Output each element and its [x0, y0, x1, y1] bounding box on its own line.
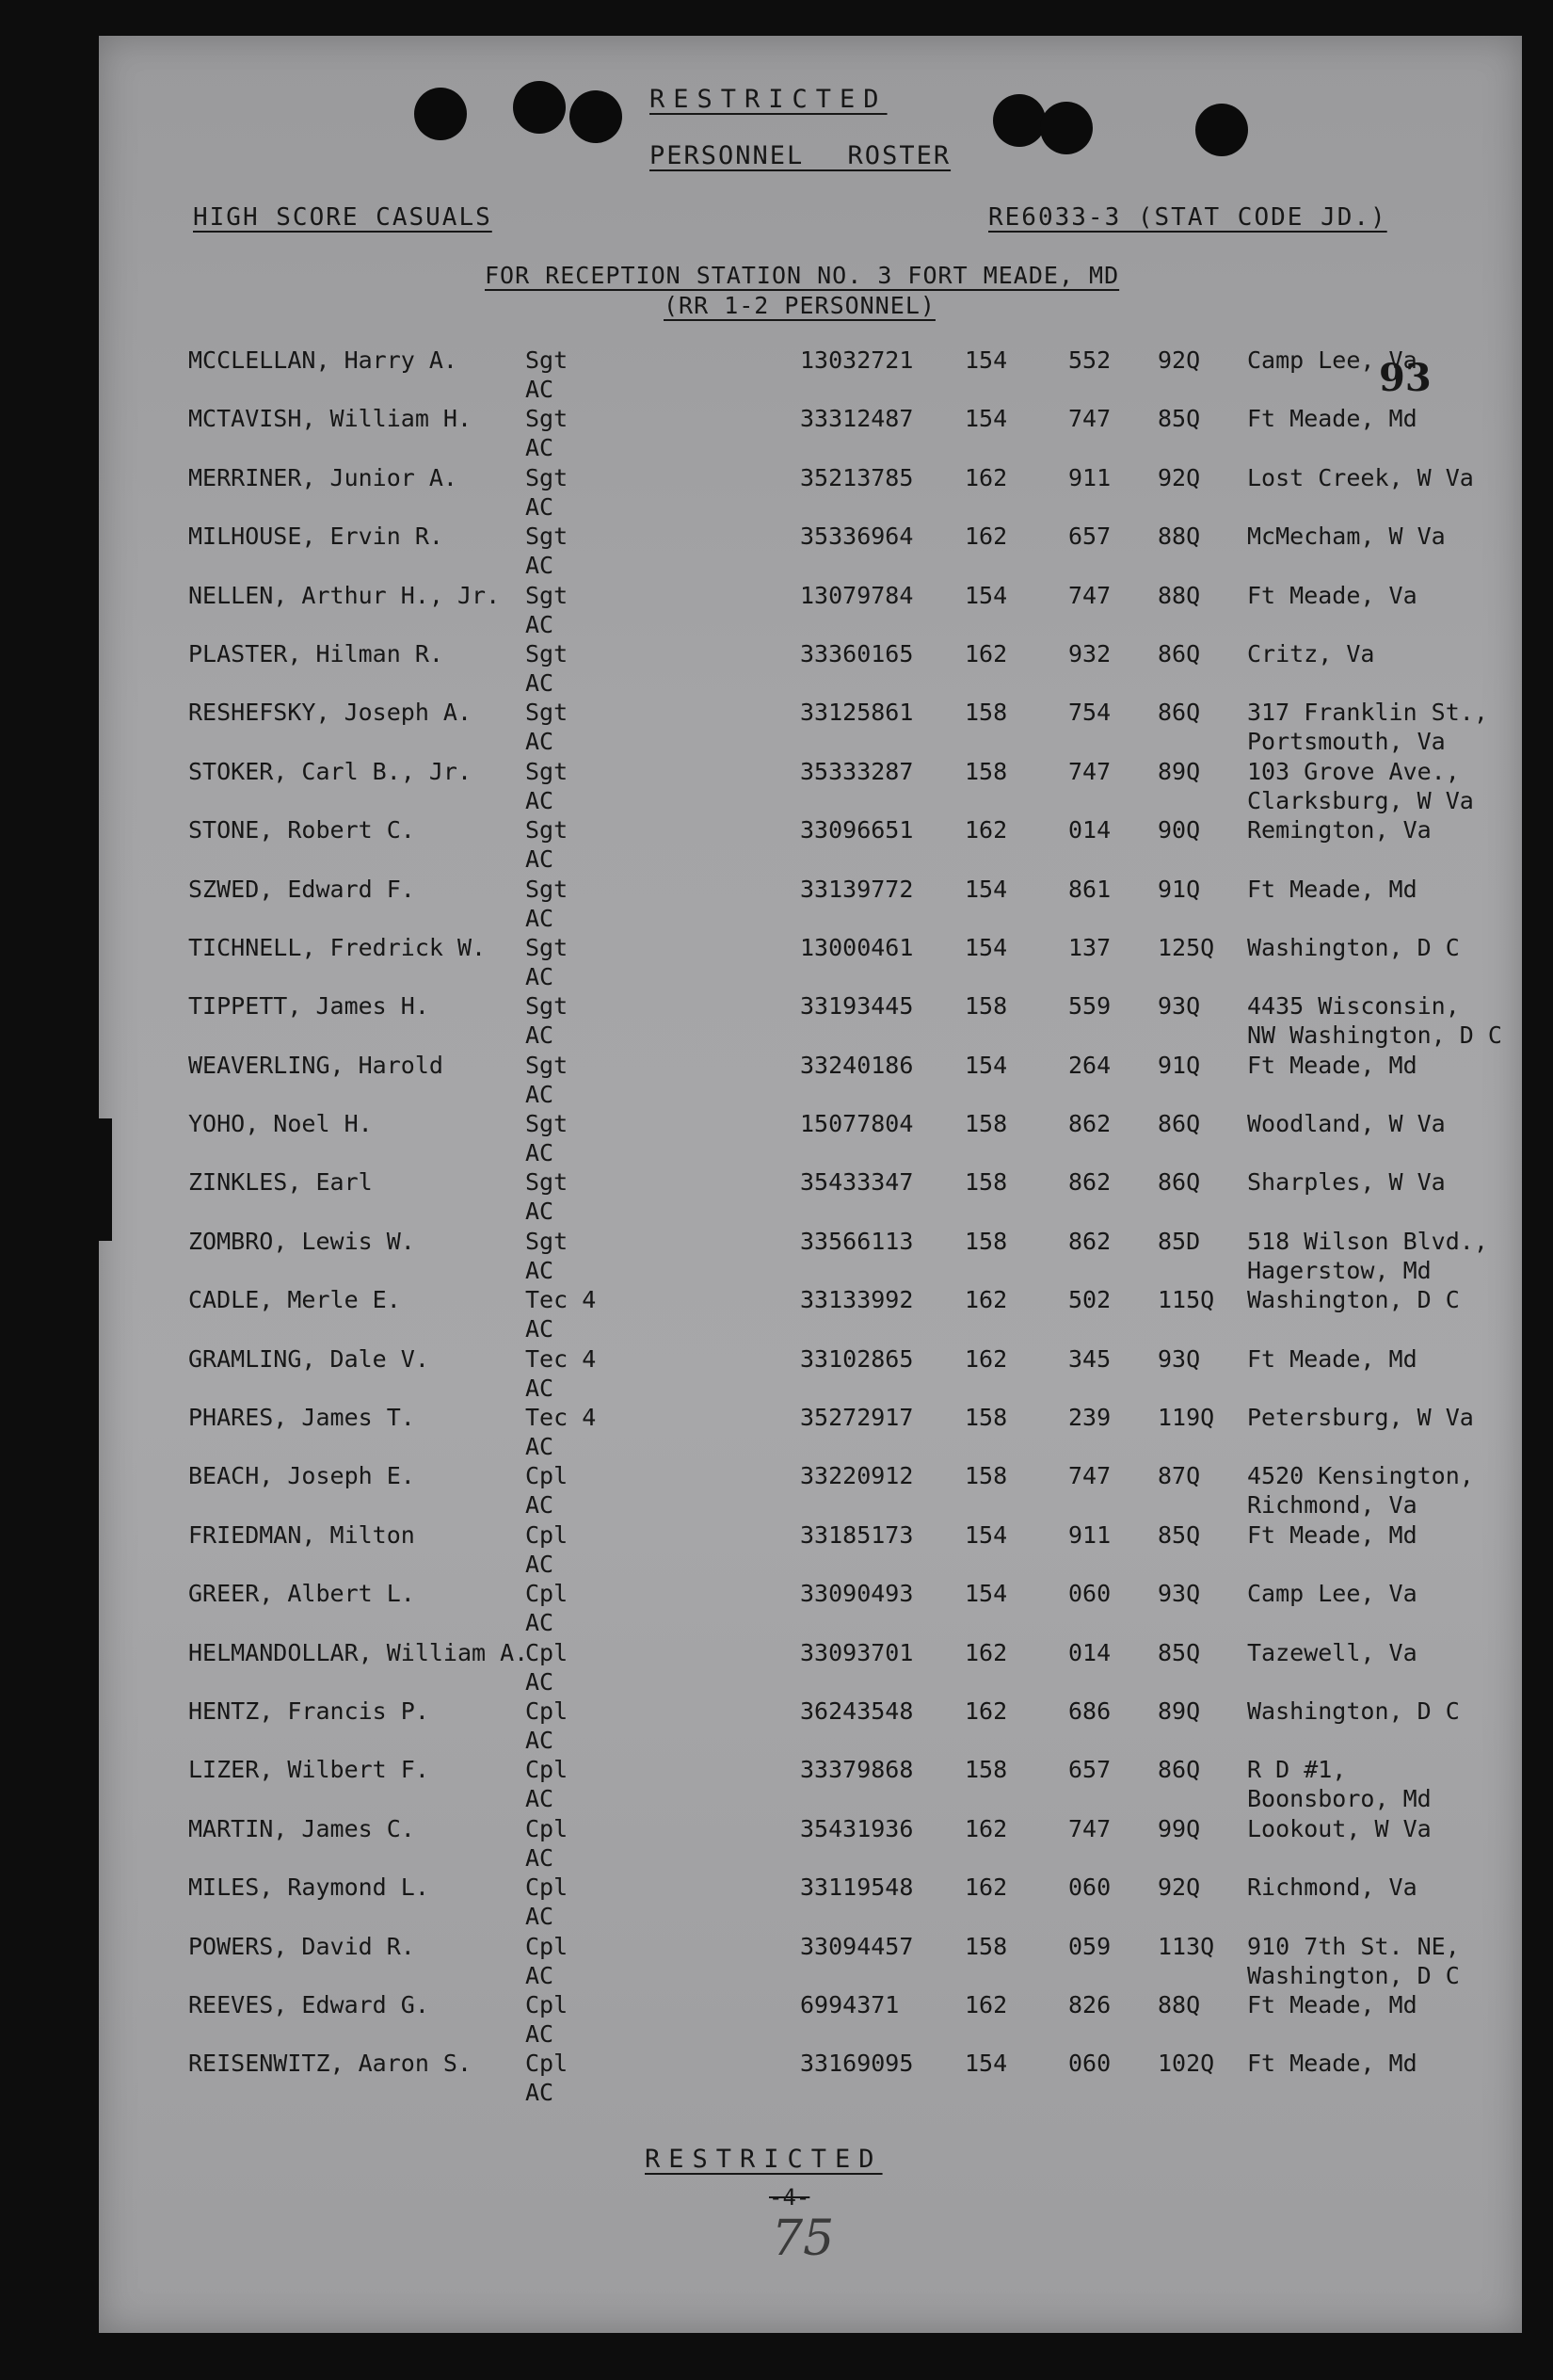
code-column-2-cell: 014: [1068, 816, 1112, 844]
serial-number-cell: 33125861: [800, 699, 914, 727]
roster-table: [188, 346, 1506, 2109]
table-row: [188, 992, 1506, 1051]
rank-cell: Cpl: [525, 2050, 568, 2078]
code-column-1-cell: 154: [965, 875, 1008, 903]
name-cell: GREER, Albert L.: [188, 1580, 415, 1608]
name-cell: FRIEDMAN, Milton: [188, 1520, 415, 1549]
address-line-1-cell: Sharples, W Va: [1247, 1168, 1446, 1197]
name-cell: MCCLELLAN, Harry A.: [188, 346, 457, 374]
name-cell: REEVES, Edward G.: [188, 1990, 429, 2018]
code-column-3-cell: 86Q: [1158, 1110, 1201, 1138]
rank-cell: Cpl: [525, 1990, 568, 2018]
handwritten-number: 75: [772, 2211, 835, 2267]
serial-number-cell: 6994371: [800, 1990, 900, 2018]
address-line-1-cell: Woodland, W Va: [1247, 1110, 1446, 1138]
table-row: [188, 582, 1506, 640]
code-column-2-cell: 657: [1068, 523, 1112, 551]
code-column-1-cell: 154: [965, 1520, 1008, 1549]
rank-cell: Sgt: [525, 699, 568, 727]
code-column-3-cell: 86Q: [1158, 699, 1201, 727]
table-row: [188, 1639, 1506, 1697]
table-row: [188, 1991, 1506, 2050]
code-column-1-cell: 162: [965, 639, 1008, 667]
name-cell: GRAMLING, Dale V.: [188, 1344, 429, 1373]
name-cell: MERRINER, Junior A.: [188, 463, 457, 491]
code-column-1-cell: 162: [965, 1814, 1008, 1842]
rank-cell: Sgt: [525, 1168, 568, 1197]
name-cell: BEACH, Joseph E.: [188, 1462, 415, 1490]
rank-cell: Sgt: [525, 346, 568, 374]
document-page: [99, 36, 1522, 2333]
name-cell: STONE, Robert C.: [188, 816, 415, 844]
code-column-2-cell: 862: [1068, 1168, 1112, 1197]
address-line-2-cell: Richmond, Va: [1247, 1491, 1417, 1520]
serial-number-cell: 33312487: [800, 405, 914, 433]
name-cell: NELLEN, Arthur H., Jr.: [188, 581, 501, 609]
serial-number-cell: 33119548: [800, 1873, 914, 1902]
rank-cell: Tec 4: [525, 1344, 597, 1373]
code-column-2-cell: 826: [1068, 1990, 1112, 2018]
rank-cell: Cpl: [525, 1462, 568, 1490]
serial-number-cell: 33193445: [800, 992, 914, 1021]
code-column-3-cell: 89Q: [1158, 1697, 1201, 1725]
punch-hole: [414, 88, 467, 140]
name-cell: YOHO, Noel H.: [188, 1110, 373, 1138]
code-column-3-cell: 92Q: [1158, 1873, 1201, 1902]
name-cell: ZOMBRO, Lewis W.: [188, 1227, 415, 1255]
code-column-2-cell: 911: [1068, 463, 1112, 491]
code-column-2-cell: 862: [1068, 1227, 1112, 1255]
branch-cell: AC: [525, 1433, 554, 1461]
code-column-2-cell: 747: [1068, 1814, 1112, 1842]
code-column-2-cell: 657: [1068, 1756, 1112, 1784]
address-line-1-cell: 4520 Kensington,: [1247, 1462, 1474, 1490]
code-column-3-cell: 86Q: [1158, 1168, 1201, 1197]
serial-number-cell: 13032721: [800, 346, 914, 374]
code-column-3-cell: 86Q: [1158, 1756, 1201, 1784]
branch-cell: AC: [525, 845, 554, 874]
rank-cell: Sgt: [525, 405, 568, 433]
table-row: [188, 699, 1506, 757]
rank-cell: Sgt: [525, 933, 568, 961]
serial-number-cell: 33133992: [800, 1286, 914, 1314]
code-column-2-cell: 239: [1068, 1404, 1112, 1432]
serial-number-cell: 33169095: [800, 2050, 914, 2078]
code-column-2-cell: 559: [1068, 992, 1112, 1021]
code-column-1-cell: 154: [965, 933, 1008, 961]
table-row: [188, 1933, 1506, 1991]
address-line-1-cell: 317 Franklin St.,: [1247, 699, 1488, 727]
code-column-3-cell: 85Q: [1158, 405, 1201, 433]
code-column-3-cell: 91Q: [1158, 1051, 1201, 1079]
code-column-1-cell: 162: [965, 1873, 1008, 1902]
rank-cell: Sgt: [525, 875, 568, 903]
branch-cell: AC: [525, 1315, 554, 1343]
code-column-1-cell: 162: [965, 1344, 1008, 1373]
table-row: [188, 2050, 1506, 2108]
address-line-1-cell: Petersburg, W Va: [1247, 1404, 1474, 1432]
code-column-2-cell: 552: [1068, 346, 1112, 374]
code-column-3-cell: 115Q: [1158, 1286, 1215, 1314]
table-row: [188, 1521, 1506, 1580]
code-column-2-cell: 747: [1068, 1462, 1112, 1490]
code-column-3-cell: 85D: [1158, 1227, 1201, 1255]
serial-number-cell: 36243548: [800, 1697, 914, 1725]
code-column-1-cell: 158: [965, 992, 1008, 1021]
code-column-3-cell: 88Q: [1158, 523, 1201, 551]
name-cell: CADLE, Merle E.: [188, 1286, 401, 1314]
code-column-1-cell: 158: [965, 1110, 1008, 1138]
serial-number-cell: 33096651: [800, 816, 914, 844]
serial-number-cell: 33102865: [800, 1344, 914, 1373]
table-row: [188, 1756, 1506, 1814]
code-column-2-cell: 059: [1068, 1932, 1112, 1960]
table-row: [188, 1345, 1506, 1404]
table-row: [188, 1228, 1506, 1286]
name-cell: PLASTER, Hilman R.: [188, 639, 443, 667]
rank-cell: Cpl: [525, 1756, 568, 1784]
rank-cell: Cpl: [525, 1580, 568, 1608]
serial-number-cell: 33093701: [800, 1638, 914, 1666]
address-line-2-cell: Clarksburg, W Va: [1247, 786, 1474, 814]
code-column-3-cell: 93Q: [1158, 1580, 1201, 1608]
punch-hole: [513, 81, 566, 134]
code-column-1-cell: 158: [965, 1227, 1008, 1255]
code-column-3-cell: 89Q: [1158, 757, 1201, 785]
code-column-3-cell: 91Q: [1158, 875, 1201, 903]
address-line-1-cell: McMecham, W Va: [1247, 523, 1446, 551]
code-column-3-cell: 85Q: [1158, 1520, 1201, 1549]
table-row: [188, 346, 1506, 405]
code-column-3-cell: 86Q: [1158, 639, 1201, 667]
address-line-1-cell: Ft Meade, Md: [1247, 1344, 1417, 1373]
serial-number-cell: 35333287: [800, 757, 914, 785]
code-column-1-cell: 158: [965, 1168, 1008, 1197]
punch-hole: [993, 94, 1046, 147]
address-line-1-cell: Critz, Va: [1247, 639, 1375, 667]
rank-cell: Sgt: [525, 1051, 568, 1079]
code-column-3-cell: 92Q: [1158, 463, 1201, 491]
code-column-2-cell: 060: [1068, 2050, 1112, 2078]
name-cell: HENTZ, Francis P.: [188, 1697, 429, 1725]
branch-cell: AC: [525, 1667, 554, 1696]
address-line-1-cell: R D #1,: [1247, 1756, 1347, 1784]
branch-cell: AC: [525, 1021, 554, 1050]
code-column-1-cell: 158: [965, 757, 1008, 785]
name-cell: REISENWITZ, Aaron S.: [188, 2050, 472, 2078]
code-column-3-cell: 125Q: [1158, 933, 1215, 961]
branch-cell: AC: [525, 728, 554, 756]
header-right-label: RE6033-3 (STAT CODE JD.): [988, 203, 1387, 232]
table-row: [188, 464, 1506, 523]
address-line-1-cell: Richmond, Va: [1247, 1873, 1417, 1902]
code-column-2-cell: 060: [1068, 1580, 1112, 1608]
name-cell: WEAVERLING, Harold: [188, 1051, 443, 1079]
branch-cell: AC: [525, 1550, 554, 1578]
branch-cell: AC: [525, 552, 554, 580]
address-line-1-cell: Lost Creek, W Va: [1247, 463, 1474, 491]
code-column-3-cell: 92Q: [1158, 346, 1201, 374]
serial-number-cell: 35433347: [800, 1168, 914, 1197]
code-column-1-cell: 162: [965, 1286, 1008, 1314]
code-column-2-cell: 911: [1068, 1520, 1112, 1549]
code-column-1-cell: 154: [965, 1051, 1008, 1079]
branch-cell: AC: [525, 1080, 554, 1108]
address-line-2-cell: Hagerstow, Md: [1247, 1256, 1432, 1284]
code-column-1-cell: 162: [965, 1990, 1008, 2018]
rank-cell: Sgt: [525, 639, 568, 667]
code-column-2-cell: 137: [1068, 933, 1112, 961]
address-line-1-cell: Ft Meade, Md: [1247, 1051, 1417, 1079]
code-column-1-cell: 154: [965, 346, 1008, 374]
code-column-1-cell: 162: [965, 816, 1008, 844]
address-line-1-cell: Ft Meade, Va: [1247, 581, 1417, 609]
code-column-1-cell: 158: [965, 1404, 1008, 1432]
branch-cell: AC: [525, 1139, 554, 1167]
rank-cell: Sgt: [525, 1227, 568, 1255]
serial-number-cell: 13000461: [800, 933, 914, 961]
code-column-2-cell: 747: [1068, 757, 1112, 785]
branch-cell: AC: [525, 1903, 554, 1931]
branch-cell: AC: [525, 1843, 554, 1872]
code-column-1-cell: 162: [965, 463, 1008, 491]
code-column-2-cell: 747: [1068, 405, 1112, 433]
table-row: [188, 1404, 1506, 1462]
header-title: PERSONNEL ROSTER: [649, 141, 952, 170]
code-column-2-cell: 060: [1068, 1873, 1112, 1902]
branch-cell: AC: [525, 434, 554, 462]
table-row: [188, 1286, 1506, 1344]
address-line-1-cell: Ft Meade, Md: [1247, 2050, 1417, 2078]
code-column-2-cell: 502: [1068, 1286, 1112, 1314]
address-line-1-cell: Camp Lee, Va: [1247, 1580, 1417, 1608]
address-line-1-cell: Remington, Va: [1247, 816, 1432, 844]
serial-number-cell: 15077804: [800, 1110, 914, 1138]
code-column-1-cell: 162: [965, 523, 1008, 551]
code-column-1-cell: 162: [965, 1697, 1008, 1725]
name-cell: POWERS, David R.: [188, 1932, 415, 1960]
table-row: [188, 876, 1506, 934]
address-line-1-cell: Ft Meade, Md: [1247, 1520, 1417, 1549]
code-column-3-cell: 113Q: [1158, 1932, 1215, 1960]
rank-cell: Cpl: [525, 1932, 568, 1960]
branch-cell: AC: [525, 962, 554, 990]
rank-cell: Cpl: [525, 1697, 568, 1725]
code-column-3-cell: 88Q: [1158, 1990, 1201, 2018]
address-line-1-cell: Lookout, W Va: [1247, 1814, 1432, 1842]
name-cell: MILHOUSE, Ervin R.: [188, 523, 443, 551]
rank-cell: Sgt: [525, 463, 568, 491]
code-column-2-cell: 014: [1068, 1638, 1112, 1666]
code-column-3-cell: 88Q: [1158, 581, 1201, 609]
address-line-1-cell: 103 Grove Ave.,: [1247, 757, 1460, 785]
serial-number-cell: 33185173: [800, 1520, 914, 1549]
code-column-1-cell: 158: [965, 1932, 1008, 1960]
branch-cell: AC: [525, 1961, 554, 1989]
branch-cell: AC: [525, 668, 554, 697]
serial-number-cell: 35336964: [800, 523, 914, 551]
branch-cell: AC: [525, 492, 554, 521]
code-column-1-cell: 158: [965, 699, 1008, 727]
code-column-3-cell: 99Q: [1158, 1814, 1201, 1842]
name-cell: MARTIN, James C.: [188, 1814, 415, 1842]
serial-number-cell: 33379868: [800, 1756, 914, 1784]
footer-page-number: -4-: [769, 2184, 810, 2211]
code-column-1-cell: 162: [965, 1638, 1008, 1666]
serial-number-cell: 33220912: [800, 1462, 914, 1490]
table-row: [188, 1697, 1506, 1756]
branch-cell: AC: [525, 904, 554, 932]
serial-number-cell: 33240186: [800, 1051, 914, 1079]
table-row: [188, 405, 1506, 463]
rank-cell: Sgt: [525, 757, 568, 785]
name-cell: LIZER, Wilbert F.: [188, 1756, 429, 1784]
punch-hole: [1195, 104, 1248, 156]
code-column-1-cell: 154: [965, 405, 1008, 433]
rank-cell: Cpl: [525, 1638, 568, 1666]
table-row: [188, 1815, 1506, 1873]
name-cell: SZWED, Edward F.: [188, 875, 415, 903]
code-column-2-cell: 861: [1068, 875, 1112, 903]
rank-cell: Sgt: [525, 581, 568, 609]
address-line-2-cell: Portsmouth, Va: [1247, 728, 1446, 756]
rank-cell: Cpl: [525, 1873, 568, 1902]
address-line-1-cell: Ft Meade, Md: [1247, 1990, 1417, 2018]
name-cell: STOKER, Carl B., Jr.: [188, 757, 472, 785]
footer-classification: RESTRICTED: [645, 2145, 883, 2174]
name-cell: TICHNELL, Fredrick W.: [188, 933, 487, 961]
address-line-1-cell: Washington, D C: [1247, 933, 1460, 961]
table-row: [188, 934, 1506, 992]
code-column-3-cell: 85Q: [1158, 1638, 1201, 1666]
code-column-1-cell: 154: [965, 1580, 1008, 1608]
page-stamp-number: 93: [1379, 356, 1432, 400]
code-column-3-cell: 119Q: [1158, 1404, 1215, 1432]
table-row: [188, 640, 1506, 699]
table-row: [188, 1462, 1506, 1520]
code-column-3-cell: 102Q: [1158, 2050, 1215, 2078]
code-column-2-cell: 754: [1068, 699, 1112, 727]
code-column-2-cell: 932: [1068, 639, 1112, 667]
name-cell: PHARES, James T.: [188, 1404, 415, 1432]
rank-cell: Tec 4: [525, 1286, 597, 1314]
serial-number-cell: 33566113: [800, 1227, 914, 1255]
address-line-1-cell: Ft Meade, Md: [1247, 875, 1417, 903]
code-column-1-cell: 158: [965, 1756, 1008, 1784]
table-row: [188, 1110, 1506, 1168]
serial-number-cell: 33090493: [800, 1580, 914, 1608]
address-line-1-cell: Ft Meade, Md: [1247, 405, 1417, 433]
name-cell: ZINKLES, Earl: [188, 1168, 373, 1197]
code-column-2-cell: 345: [1068, 1344, 1112, 1373]
name-cell: RESHEFSKY, Joseph A.: [188, 699, 472, 727]
name-cell: HELMANDOLLAR, William A.: [188, 1638, 529, 1666]
serial-number-cell: 35213785: [800, 463, 914, 491]
code-column-3-cell: 87Q: [1158, 1462, 1201, 1490]
rank-cell: Cpl: [525, 1520, 568, 1549]
code-column-3-cell: 90Q: [1158, 816, 1201, 844]
table-row: [188, 758, 1506, 816]
page-edge-tear: [91, 1118, 112, 1241]
address-line-2-cell: Washington, D C: [1247, 1961, 1460, 1989]
header-left-label: HIGH SCORE CASUALS: [193, 203, 492, 232]
rank-cell: Sgt: [525, 523, 568, 551]
serial-number-cell: 35272917: [800, 1404, 914, 1432]
code-column-1-cell: 158: [965, 1462, 1008, 1490]
branch-cell: AC: [525, 1491, 554, 1520]
code-column-3-cell: 93Q: [1158, 992, 1201, 1021]
code-column-2-cell: 264: [1068, 1051, 1112, 1079]
table-row: [188, 816, 1506, 875]
branch-cell: AC: [525, 2019, 554, 2048]
code-column-2-cell: 747: [1068, 581, 1112, 609]
address-line-1-cell: Washington, D C: [1247, 1697, 1460, 1725]
rank-cell: Tec 4: [525, 1404, 597, 1432]
address-line-1-cell: Washington, D C: [1247, 1286, 1460, 1314]
table-row: [188, 1168, 1506, 1227]
address-line-1-cell: Tazewell, Va: [1247, 1638, 1417, 1666]
code-column-3-cell: 93Q: [1158, 1344, 1201, 1373]
rank-cell: Cpl: [525, 1814, 568, 1842]
branch-cell: AC: [525, 2079, 554, 2107]
address-line-2-cell: Boonsboro, Md: [1247, 1785, 1432, 1813]
table-row: [188, 1052, 1506, 1110]
table-row: [188, 1873, 1506, 1932]
rank-cell: Sgt: [525, 816, 568, 844]
code-column-1-cell: 154: [965, 2050, 1008, 2078]
code-column-2-cell: 862: [1068, 1110, 1112, 1138]
serial-number-cell: 33094457: [800, 1932, 914, 1960]
rank-cell: Sgt: [525, 1110, 568, 1138]
branch-cell: AC: [525, 1726, 554, 1754]
branch-cell: AC: [525, 786, 554, 814]
address-line-1-cell: 910 7th St. NE,: [1247, 1932, 1460, 1960]
code-column-1-cell: 154: [965, 581, 1008, 609]
address-line-1-cell: 518 Wilson Blvd.,: [1247, 1227, 1488, 1255]
serial-number-cell: 33360165: [800, 639, 914, 667]
serial-number-cell: 35431936: [800, 1814, 914, 1842]
table-row: [188, 523, 1506, 581]
branch-cell: AC: [525, 610, 554, 638]
table-row: [188, 1580, 1506, 1638]
header-subtitle-line2: (RR 1-2 PERSONNEL): [664, 292, 936, 319]
rank-cell: Sgt: [525, 992, 568, 1021]
branch-cell: AC: [525, 1256, 554, 1284]
name-cell: MCTAVISH, William H.: [188, 405, 472, 433]
serial-number-cell: 33139772: [800, 875, 914, 903]
address-line-1-cell: 4435 Wisconsin,: [1247, 992, 1460, 1021]
branch-cell: AC: [525, 1374, 554, 1402]
punch-hole: [1040, 102, 1093, 154]
branch-cell: AC: [525, 1198, 554, 1226]
name-cell: TIPPETT, James H.: [188, 992, 429, 1021]
name-cell: MILES, Raymond L.: [188, 1873, 429, 1902]
branch-cell: AC: [525, 376, 554, 403]
serial-number-cell: 13079784: [800, 581, 914, 609]
code-column-2-cell: 686: [1068, 1697, 1112, 1725]
punch-hole: [569, 90, 622, 143]
address-line-2-cell: NW Washington, D C: [1247, 1021, 1502, 1050]
address-line-1-cell: Camp Lee, Va: [1247, 346, 1417, 374]
header-subtitle-line1: FOR RECEPTION STATION NO. 3 FORT MEADE, MD: [485, 262, 1120, 289]
branch-cell: AC: [525, 1785, 554, 1813]
branch-cell: AC: [525, 1609, 554, 1637]
header-classification: RESTRICTED: [649, 85, 888, 114]
